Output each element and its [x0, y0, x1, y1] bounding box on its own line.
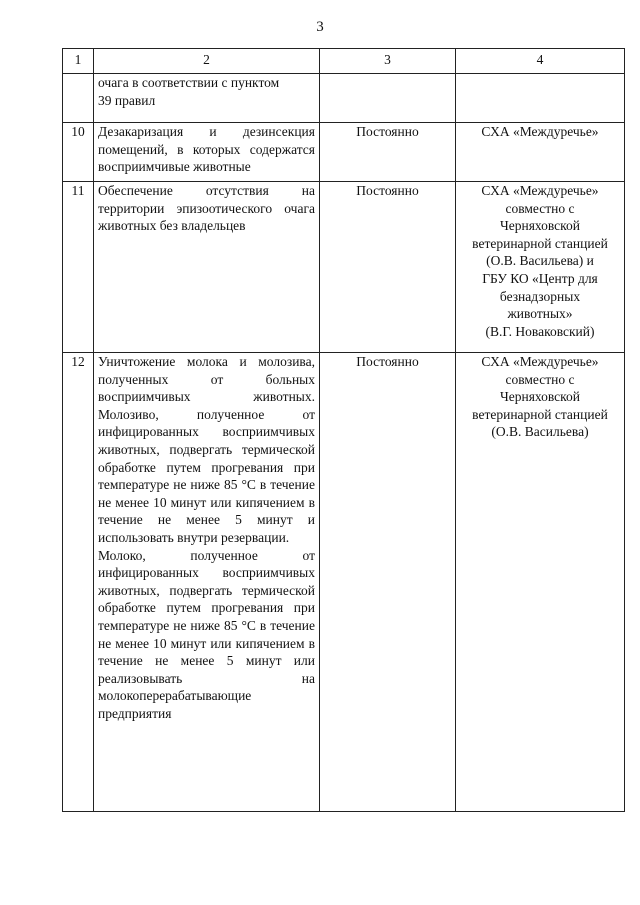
row-responsible: СХА «Междуречье» совместно с Черняховской ветеринарной станцией (О.В. Васильева)	[456, 353, 625, 812]
row-number: 11	[63, 182, 94, 353]
row-responsible: СХА «Междуречье»	[456, 123, 625, 182]
header-cell-1: 1	[63, 49, 94, 74]
row-number	[63, 74, 94, 123]
row-responsible	[456, 74, 625, 123]
row-term: Постоянно	[320, 123, 456, 182]
row-action: Обеспечение отсутствия на территории эпизоотического очага животных без владельцев	[94, 182, 320, 353]
row-action: Уничтожение молока и молозива, полученных от больных восприимчивых животных. Молозиво, полученное от инфицированных восприимчивых животных, подвергать термической обработке путем прогревания при температуре не ниже 85 °С в течение не менее 10 минут или кипячением в течение не менее 5 минут и использовать внутри резервации. Молоко, полученное от инфицированных восприимчивых животных, подвергать термической обработке путем прогревания при температуре не ниже 85 °С в течение не менее 10 минут или кипячением в течение не менее 5 минут или реализовывать на молокоперерабатывающие предприятия	[94, 353, 320, 812]
table-row	[63, 123, 625, 182]
table-row	[63, 182, 625, 353]
header-cell-3: 3	[320, 49, 456, 74]
header-row	[63, 49, 625, 74]
row-term: Постоянно	[320, 353, 456, 812]
table-row	[63, 74, 625, 123]
header-cell-4: 4	[456, 49, 625, 74]
row-term: Постоянно	[320, 182, 456, 353]
row-action: очага в соответствии с пунктом 39 правил	[94, 74, 320, 123]
row-responsible: СХА «Междуречье» совместно с Черняховской ветеринарной станцией (О.В. Васильева) и ГБУ КО «Центр для безнадзорных животных» (В.Г. Новаковский)	[456, 182, 625, 353]
row-action: Дезакаризация и дезинсекция помещений, в которых содержатся восприимчивые животные	[94, 123, 320, 182]
page-number: 3	[316, 19, 324, 35]
header-cell-2: 2	[94, 49, 320, 74]
row-number: 12	[63, 353, 94, 812]
table-row	[63, 353, 625, 812]
row-number: 10	[63, 123, 94, 182]
row-term	[320, 74, 456, 123]
measures-table	[62, 48, 625, 812]
